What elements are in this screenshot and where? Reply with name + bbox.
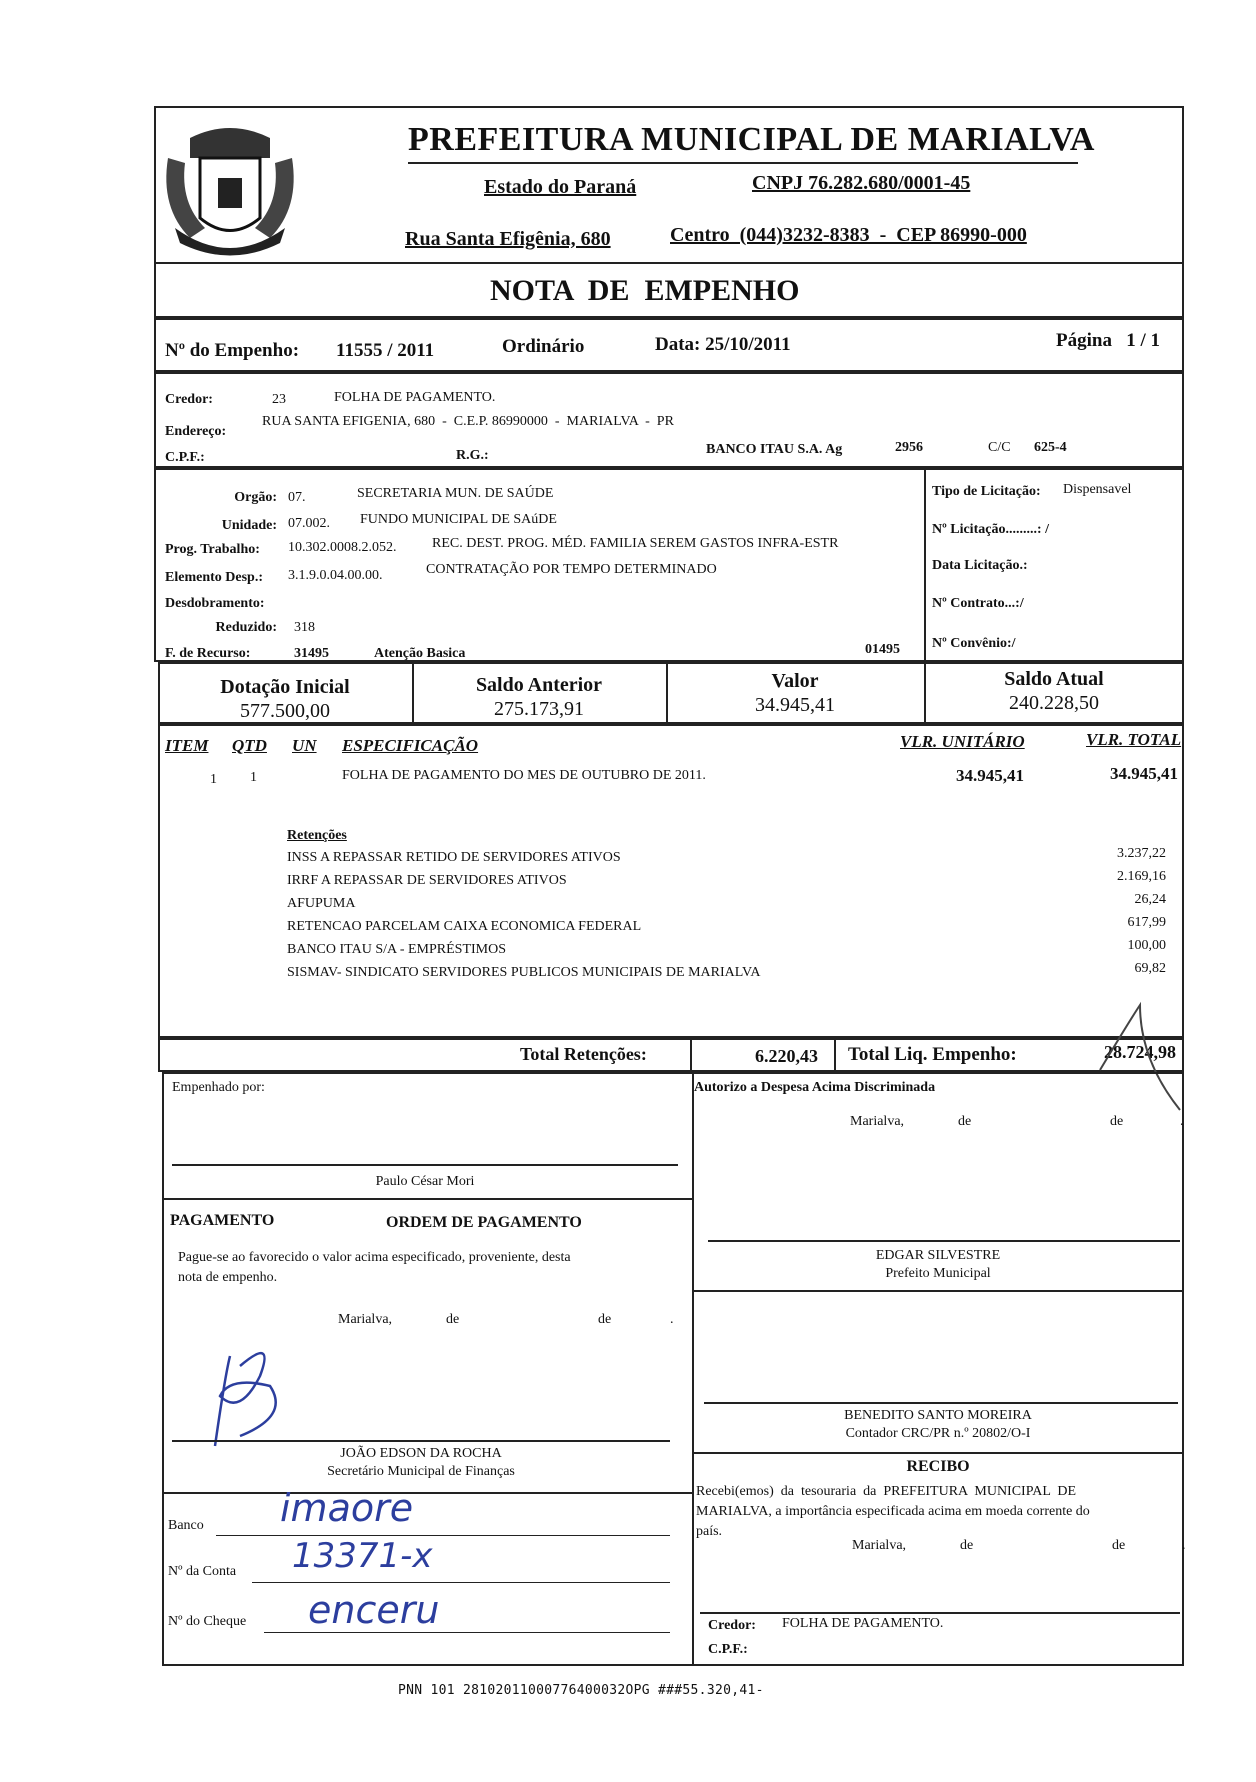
prefeito-title: Prefeito Municipal [885, 1266, 991, 1281]
recurso-code: 31495 [294, 646, 329, 661]
header-state: Estado do Paraná [484, 176, 637, 198]
header-title-underline [408, 162, 1078, 164]
recibo-city: Marialva, [852, 1538, 907, 1553]
cheque-line [264, 1632, 670, 1633]
autorizo-city: Marialva, [850, 1114, 905, 1129]
prefeito-signature-line [708, 1240, 1180, 1242]
recibo-line-2: MARIALVA, a importância especificada acima em moeda corrente do [696, 1504, 1090, 1519]
cpf-footer-label: C.P.F.: [708, 1642, 748, 1657]
header-street: Rua Santa Efigênia, 680 [405, 228, 611, 250]
licitacao-tipo-value: Dispensavel [1063, 482, 1132, 497]
dotacao-value: 577.500,00 [240, 700, 330, 722]
item-description: FOLHA DE PAGAMENTO DO MES DE OUTUBRO DE 2011. [342, 768, 706, 783]
col-un: UN [292, 736, 317, 755]
banco-agencia: 2956 [895, 440, 923, 455]
recurso-extra: 01495 [865, 642, 900, 657]
empenho-label: Nº do Empenho: [165, 340, 300, 361]
item-qtd: 1 [250, 770, 257, 785]
secretary-signature-line [172, 1440, 670, 1442]
pagamento-divider-top [162, 1198, 692, 1200]
endereco-value: RUA SANTA EFIGENIA, 680 - C.E.P. 86990000 - MARIALVA - PR [262, 414, 674, 429]
pagamento-text-1: Pague-se ao favorecido o valor acima especificado, proveniente, desta [178, 1250, 571, 1265]
header-contact: Centro (044)3232-8383 - CEP 86990-000 [670, 224, 1027, 246]
banco-divider-top [162, 1492, 692, 1494]
contador-title: Contador CRC/PR n.º 20802/O-I [845, 1426, 1031, 1441]
col-vlr-total: VLR. TOTAL [1086, 730, 1182, 749]
empenhado-name: Paulo César Mori [375, 1174, 475, 1189]
total-retencoes-value: 6.220,43 [755, 1046, 818, 1066]
reduzido-value: 318 [294, 620, 315, 635]
recibo-de-1: de [960, 1538, 974, 1553]
empenhado-signature-line [172, 1164, 678, 1166]
cc-value: 625-4 [1034, 440, 1067, 455]
elemento-label: Elemento Desp.: [165, 570, 263, 585]
header-title: PREFEITURA MUNICIPAL DE MARIALVA [408, 121, 1095, 158]
rg-label: R.G.: [456, 448, 489, 463]
unidade-code: 07.002. [288, 516, 330, 531]
pagamento-dot: . [670, 1312, 674, 1327]
credor-name: FOLHA DE PAGAMENTO. [334, 390, 496, 405]
cc-label: C/C [988, 440, 1011, 455]
recibo-line-1: Recebi(emos) da tesouraria da PREFEITURA MUNICIPAL DE [696, 1484, 1077, 1499]
prefeito-name: EDGAR SILVESTRE [875, 1248, 1001, 1263]
total-liq-value: 28.724,98 [1104, 1042, 1176, 1062]
prog-label: Prog. Trabalho: [165, 542, 260, 557]
item-vlr-unitario: 34.945,41 [956, 766, 1024, 785]
recibo-line-3: país. [696, 1524, 723, 1539]
orgao-code: 07. [288, 490, 306, 505]
signature-divider [692, 1072, 694, 1666]
desdobramento-label: Desdobramento: [165, 596, 265, 611]
retencao-desc: INSS A REPASSAR RETIDO DE SERVIDORES ATIVOS [287, 850, 621, 865]
licitacao-data: Data Licitação.: [932, 558, 1028, 573]
credor-code: 23 [272, 392, 286, 407]
contador-name: BENEDITO SANTO MOREIRA [844, 1408, 1032, 1423]
totals-divider-2 [834, 1038, 836, 1072]
licitacao-numero: Nº Licitação.........: / [932, 522, 1049, 537]
secretary-name: JOÃO EDSON DA ROCHA [340, 1446, 502, 1461]
retencao-desc: IRRF A REPASSAR DE SERVIDORES ATIVOS [287, 873, 567, 888]
credor-footer-value: FOLHA DE PAGAMENTO. [782, 1616, 944, 1631]
retencao-desc: BANCO ITAU S/A - EMPRÉSTIMOS [287, 942, 507, 957]
orgao-label: Orgão: [234, 490, 277, 505]
autorizo-de-2: de [1110, 1114, 1124, 1129]
coat-of-arms-icon [160, 118, 300, 268]
page-number: Página 1 / 1 [1056, 330, 1160, 351]
retencao-value: 617,99 [1127, 915, 1166, 930]
saldo-anterior-label: Saldo Anterior [475, 674, 603, 696]
recibo-divider [692, 1452, 1184, 1454]
credor-label: Credor: [165, 392, 213, 407]
cpf-label: C.P.F.: [165, 450, 205, 465]
footer-code: PNN 101 28102011000776400032OPG ###55.320,41- [398, 1683, 764, 1698]
total-liq-label: Total Liq. Empenho: [848, 1044, 1017, 1065]
banco-handwritten: imaore [280, 1486, 414, 1530]
conta-line [252, 1582, 670, 1583]
cheque-handwritten: enceru [308, 1588, 440, 1632]
autorizo-label: Autorizo a Despesa Acima Discriminada [694, 1080, 936, 1095]
recurso-name: Atenção Basica [374, 646, 466, 661]
valor-label: Valor [771, 670, 819, 692]
col-especificacao: ESPECIFICAÇÃO [342, 736, 479, 755]
col-item: ITEM [165, 736, 209, 755]
header-divider [154, 262, 1184, 264]
recibo-de-2: de [1112, 1538, 1126, 1553]
recurso-label: F. de Recurso: [165, 646, 251, 661]
empenho-date: Data: 25/10/2011 [655, 334, 791, 355]
autorizo-de-1: de [958, 1114, 972, 1129]
secretary-title: Secretário Municipal de Finanças [327, 1464, 515, 1479]
ordem-pagamento-label: ORDEM DE PAGAMENTO [386, 1214, 582, 1231]
credor-footer-label: Credor: [708, 1618, 756, 1633]
retencao-value: 2.169,16 [1117, 869, 1166, 884]
pagamento-de-2: de [598, 1312, 612, 1327]
prog-name: REC. DEST. PROG. MÉD. FAMILIA SEREM GASTOS INFRA-ESTR [432, 536, 839, 551]
licitacao-contrato: Nº Contrato...:/ [932, 596, 1024, 611]
banco-name: BANCO ITAU S.A. Ag [706, 442, 843, 457]
elemento-code: 3.1.9.0.04.00.00. [288, 568, 383, 583]
conta-label: Nº da Conta [168, 1564, 237, 1579]
saldo-atual-label: Saldo Atual [1004, 668, 1104, 690]
retencao-value: 100,00 [1127, 938, 1166, 953]
autorizo-dot: . [1180, 1114, 1184, 1129]
endereco-label: Endereço: [165, 424, 227, 439]
banco-label: Banco [168, 1518, 204, 1533]
prog-code: 10.302.0008.2.052. [288, 540, 397, 555]
elemento-name: CONTRATAÇÃO POR TEMPO DETERMINADO [426, 562, 717, 577]
total-retencoes-label: Total Retenções: [520, 1044, 647, 1064]
pagamento-text-2: nota de empenho. [178, 1270, 278, 1285]
saldo-atual-value: 240.228,50 [1009, 692, 1099, 714]
totals-box [158, 1038, 1184, 1072]
item-number: 1 [210, 772, 217, 787]
pagamento-city: Marialva, [338, 1312, 393, 1327]
empenho-type: Ordinário [502, 336, 585, 357]
totals-divider-1 [690, 1038, 692, 1072]
contador-signature-line [704, 1402, 1178, 1404]
credor-footer-line [700, 1612, 1180, 1614]
retencao-value: 3.237,22 [1117, 846, 1166, 861]
prefeito-divider [692, 1290, 1184, 1292]
licitacao-tipo-label: Tipo de Licitação: [932, 484, 1041, 499]
licitacao-convenio: Nº Convênio:/ [932, 636, 1016, 651]
empenho-number: 11555 / 2011 [336, 340, 435, 361]
recibo-dot: . [1182, 1538, 1186, 1553]
banco-line [216, 1535, 670, 1536]
retencoes-title: Retenções [287, 828, 347, 843]
signature-area [162, 1072, 1184, 1666]
unidade-label: Unidade: [221, 518, 277, 533]
saldo-anterior-value: 275.173,91 [494, 698, 584, 720]
retencao-desc: AFUPUMA [287, 896, 356, 911]
orgao-name: SECRETARIA MUN. DE SAÚDE [357, 486, 554, 501]
coat-of-arms [160, 118, 300, 268]
licitacao-divider [924, 468, 926, 662]
dotacao-label: Dotação Inicial [220, 676, 350, 698]
cheque-label: Nº do Cheque [168, 1614, 247, 1629]
retencao-desc: SISMAV- SINDICATO SERVIDORES PUBLICOS MUNICIPAIS DE MARIALVA [287, 965, 761, 980]
col-vlr-unitario: VLR. UNITÁRIO [900, 732, 1025, 751]
conta-handwritten: 13371-x [292, 1536, 433, 1576]
recibo-title: RECIBO [906, 1458, 970, 1475]
col-qtd: QTD [232, 736, 267, 755]
pagamento-de-1: de [446, 1312, 460, 1327]
retencao-value: 26,24 [1134, 892, 1166, 907]
retencao-desc: RETENCAO PARCELAM CAIXA ECONOMICA FEDERAL [287, 919, 642, 934]
header-cnpj: CNPJ 76.282.680/0001-45 [752, 172, 971, 194]
doc-type-title: NOTA DE EMPENHO [490, 274, 800, 307]
unidade-name: FUNDO MUNICIPAL DE SAúDE [360, 512, 557, 527]
valor-value: 34.945,41 [755, 694, 835, 716]
pagamento-label: PAGAMENTO [170, 1212, 275, 1229]
reduzido-label: Reduzido: [215, 620, 277, 635]
retencao-value: 69,82 [1134, 961, 1166, 976]
item-vlr-total: 34.945,41 [1110, 764, 1178, 783]
empenhado-label: Empenhado por: [172, 1080, 265, 1095]
